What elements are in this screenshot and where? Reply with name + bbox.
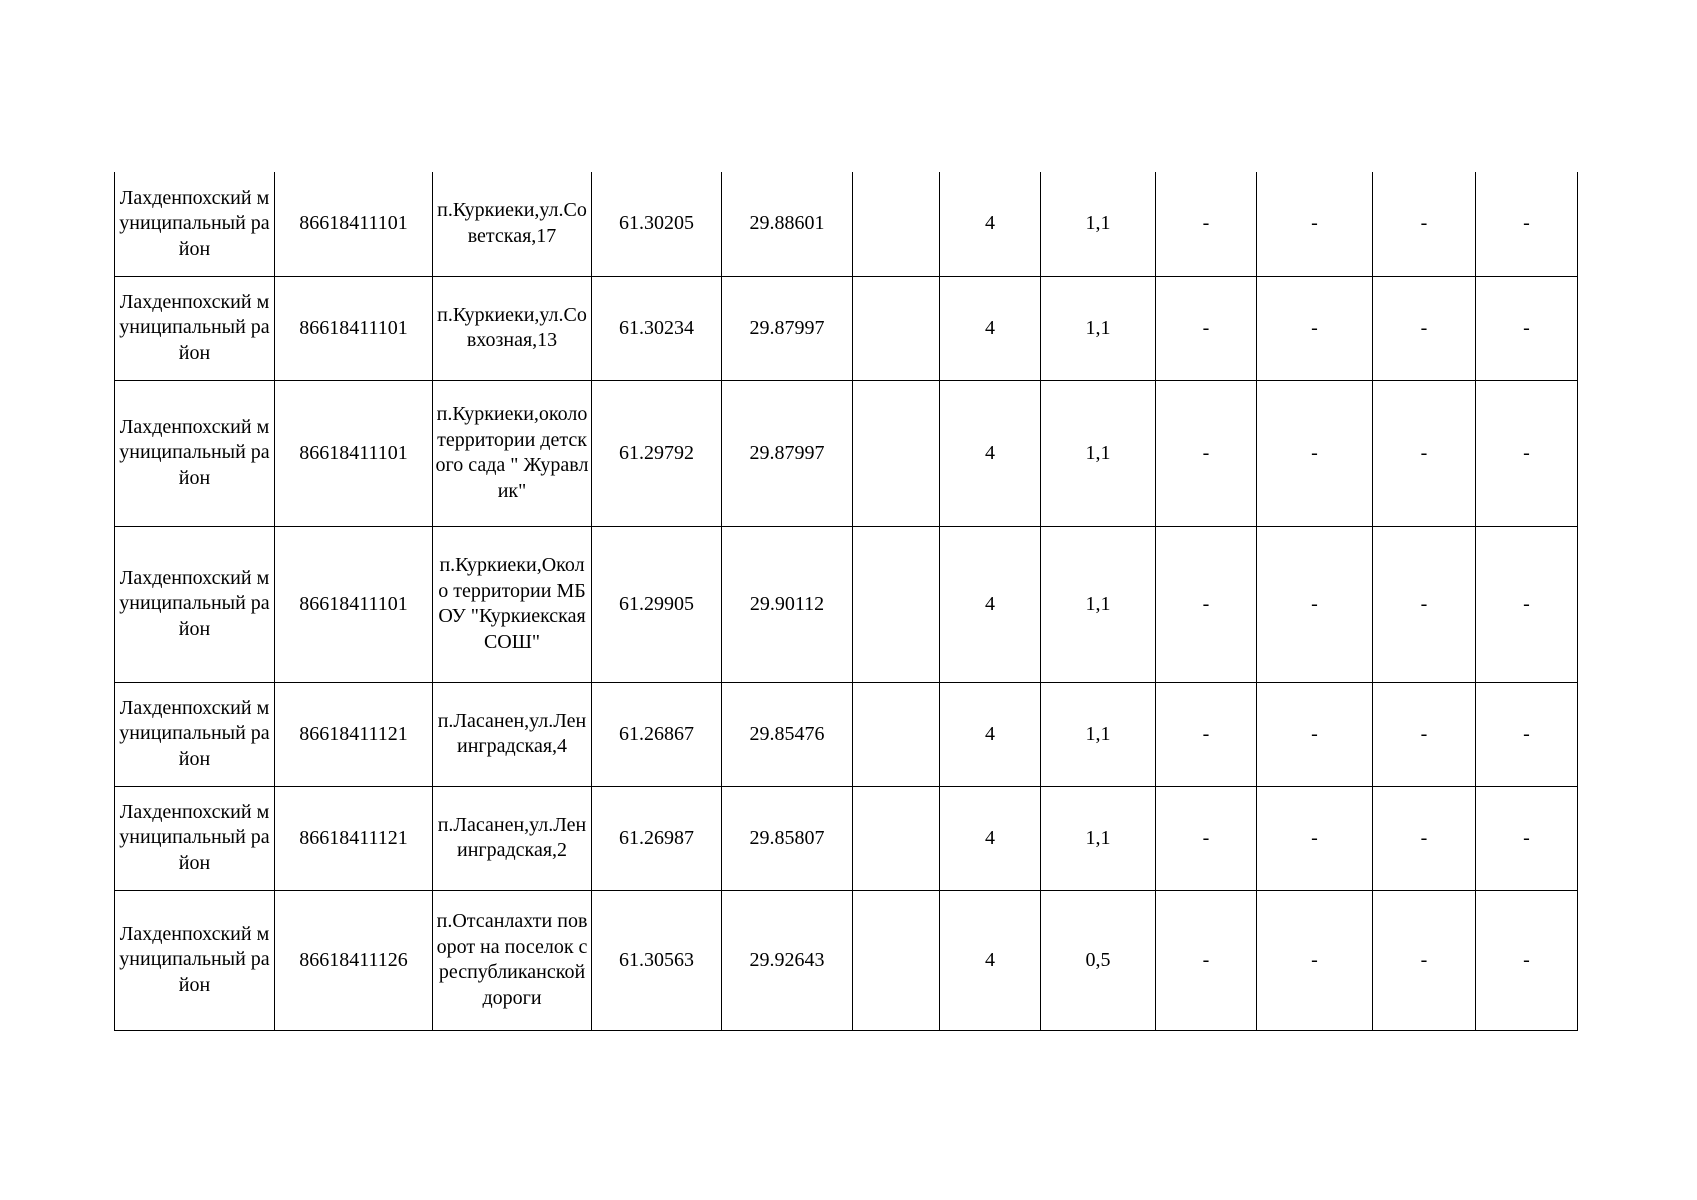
address-cell: п.Куркиеки,около территории детского сада " Журавлик" xyxy=(433,380,592,526)
dash-cell: - xyxy=(1373,786,1476,890)
latitude-cell: 61.26867 xyxy=(592,682,722,786)
count-cell: 4 xyxy=(940,172,1041,276)
dash-cell: - xyxy=(1373,890,1476,1030)
district-cell: Лахденпохский муниципальный район xyxy=(115,786,275,890)
table-row xyxy=(115,786,1578,890)
latitude-cell: 61.26987 xyxy=(592,786,722,890)
address-cell: п.Куркиеки,Около территории МБОУ "Куркиекская СОШ" xyxy=(433,526,592,682)
dash-cell: - xyxy=(1156,380,1257,526)
table-row xyxy=(115,276,1578,380)
volume-cell: 1,1 xyxy=(1041,380,1156,526)
oktmo-code-cell: 86618411121 xyxy=(275,786,433,890)
dash-cell: - xyxy=(1257,380,1373,526)
volume-cell: 1,1 xyxy=(1041,172,1156,276)
count-cell: 4 xyxy=(940,890,1041,1030)
latitude-cell: 61.30234 xyxy=(592,276,722,380)
district-cell: Лахденпохский муниципальный район xyxy=(115,682,275,786)
count-cell: 4 xyxy=(940,276,1041,380)
latitude-cell: 61.30205 xyxy=(592,172,722,276)
oktmo-code-cell: 86618411101 xyxy=(275,526,433,682)
longitude-cell: 29.85476 xyxy=(722,682,853,786)
table-body xyxy=(115,172,1578,1030)
district-cell: Лахденпохский муниципальный район xyxy=(115,890,275,1030)
dash-cell: - xyxy=(1257,526,1373,682)
dash-cell: - xyxy=(1257,890,1373,1030)
longitude-cell: 29.90112 xyxy=(722,526,853,682)
address-cell: п.Отсанлахти поворот на поселок с республиканской дороги xyxy=(433,890,592,1030)
table-row xyxy=(115,526,1578,682)
volume-cell: 1,1 xyxy=(1041,786,1156,890)
table-row xyxy=(115,380,1578,526)
empty-cell xyxy=(853,172,940,276)
table-row xyxy=(115,890,1578,1030)
address-cell: п.Ласанен,ул.Ленинградская,4 xyxy=(433,682,592,786)
oktmo-code-cell: 86618411101 xyxy=(275,276,433,380)
dash-cell: - xyxy=(1476,276,1578,380)
empty-cell xyxy=(853,890,940,1030)
dash-cell: - xyxy=(1476,526,1578,682)
count-cell: 4 xyxy=(940,786,1041,890)
count-cell: 4 xyxy=(940,380,1041,526)
oktmo-code-cell: 86618411126 xyxy=(275,890,433,1030)
dash-cell: - xyxy=(1476,172,1578,276)
dash-cell: - xyxy=(1257,276,1373,380)
district-cell: Лахденпохский муниципальный район xyxy=(115,172,275,276)
dash-cell: - xyxy=(1156,526,1257,682)
table-row xyxy=(115,172,1578,276)
longitude-cell: 29.87997 xyxy=(722,380,853,526)
empty-cell xyxy=(853,526,940,682)
district-cell: Лахденпохский муниципальный район xyxy=(115,276,275,380)
district-cell: Лахденпохский муниципальный район xyxy=(115,380,275,526)
empty-cell xyxy=(853,276,940,380)
volume-cell: 1,1 xyxy=(1041,276,1156,380)
dash-cell: - xyxy=(1156,682,1257,786)
longitude-cell: 29.85807 xyxy=(722,786,853,890)
data-table xyxy=(114,172,1578,1031)
dash-cell: - xyxy=(1257,682,1373,786)
empty-cell xyxy=(853,786,940,890)
oktmo-code-cell: 86618411101 xyxy=(275,380,433,526)
address-cell: п.Ласанен,ул.Ленинградская,2 xyxy=(433,786,592,890)
longitude-cell: 29.92643 xyxy=(722,890,853,1030)
empty-cell xyxy=(853,380,940,526)
dash-cell: - xyxy=(1156,276,1257,380)
dash-cell: - xyxy=(1476,786,1578,890)
dash-cell: - xyxy=(1257,786,1373,890)
dash-cell: - xyxy=(1373,276,1476,380)
dash-cell: - xyxy=(1156,890,1257,1030)
oktmo-code-cell: 86618411101 xyxy=(275,172,433,276)
empty-cell xyxy=(853,682,940,786)
latitude-cell: 61.29792 xyxy=(592,380,722,526)
address-cell: п.Куркиеки,ул.Совхозная,13 xyxy=(433,276,592,380)
dash-cell: - xyxy=(1373,682,1476,786)
dash-cell: - xyxy=(1476,890,1578,1030)
address-cell: п.Куркиеки,ул.Советская,17 xyxy=(433,172,592,276)
dash-cell: - xyxy=(1373,526,1476,682)
volume-cell: 1,1 xyxy=(1041,526,1156,682)
dash-cell: - xyxy=(1156,172,1257,276)
latitude-cell: 61.30563 xyxy=(592,890,722,1030)
dash-cell: - xyxy=(1373,380,1476,526)
longitude-cell: 29.88601 xyxy=(722,172,853,276)
count-cell: 4 xyxy=(940,682,1041,786)
dash-cell: - xyxy=(1476,682,1578,786)
dash-cell: - xyxy=(1476,380,1578,526)
dash-cell: - xyxy=(1156,786,1257,890)
count-cell: 4 xyxy=(940,526,1041,682)
volume-cell: 0,5 xyxy=(1041,890,1156,1030)
dash-cell: - xyxy=(1257,172,1373,276)
district-cell: Лахденпохский муниципальный район xyxy=(115,526,275,682)
table-row xyxy=(115,682,1578,786)
latitude-cell: 61.29905 xyxy=(592,526,722,682)
volume-cell: 1,1 xyxy=(1041,682,1156,786)
dash-cell: - xyxy=(1373,172,1476,276)
oktmo-code-cell: 86618411121 xyxy=(275,682,433,786)
longitude-cell: 29.87997 xyxy=(722,276,853,380)
